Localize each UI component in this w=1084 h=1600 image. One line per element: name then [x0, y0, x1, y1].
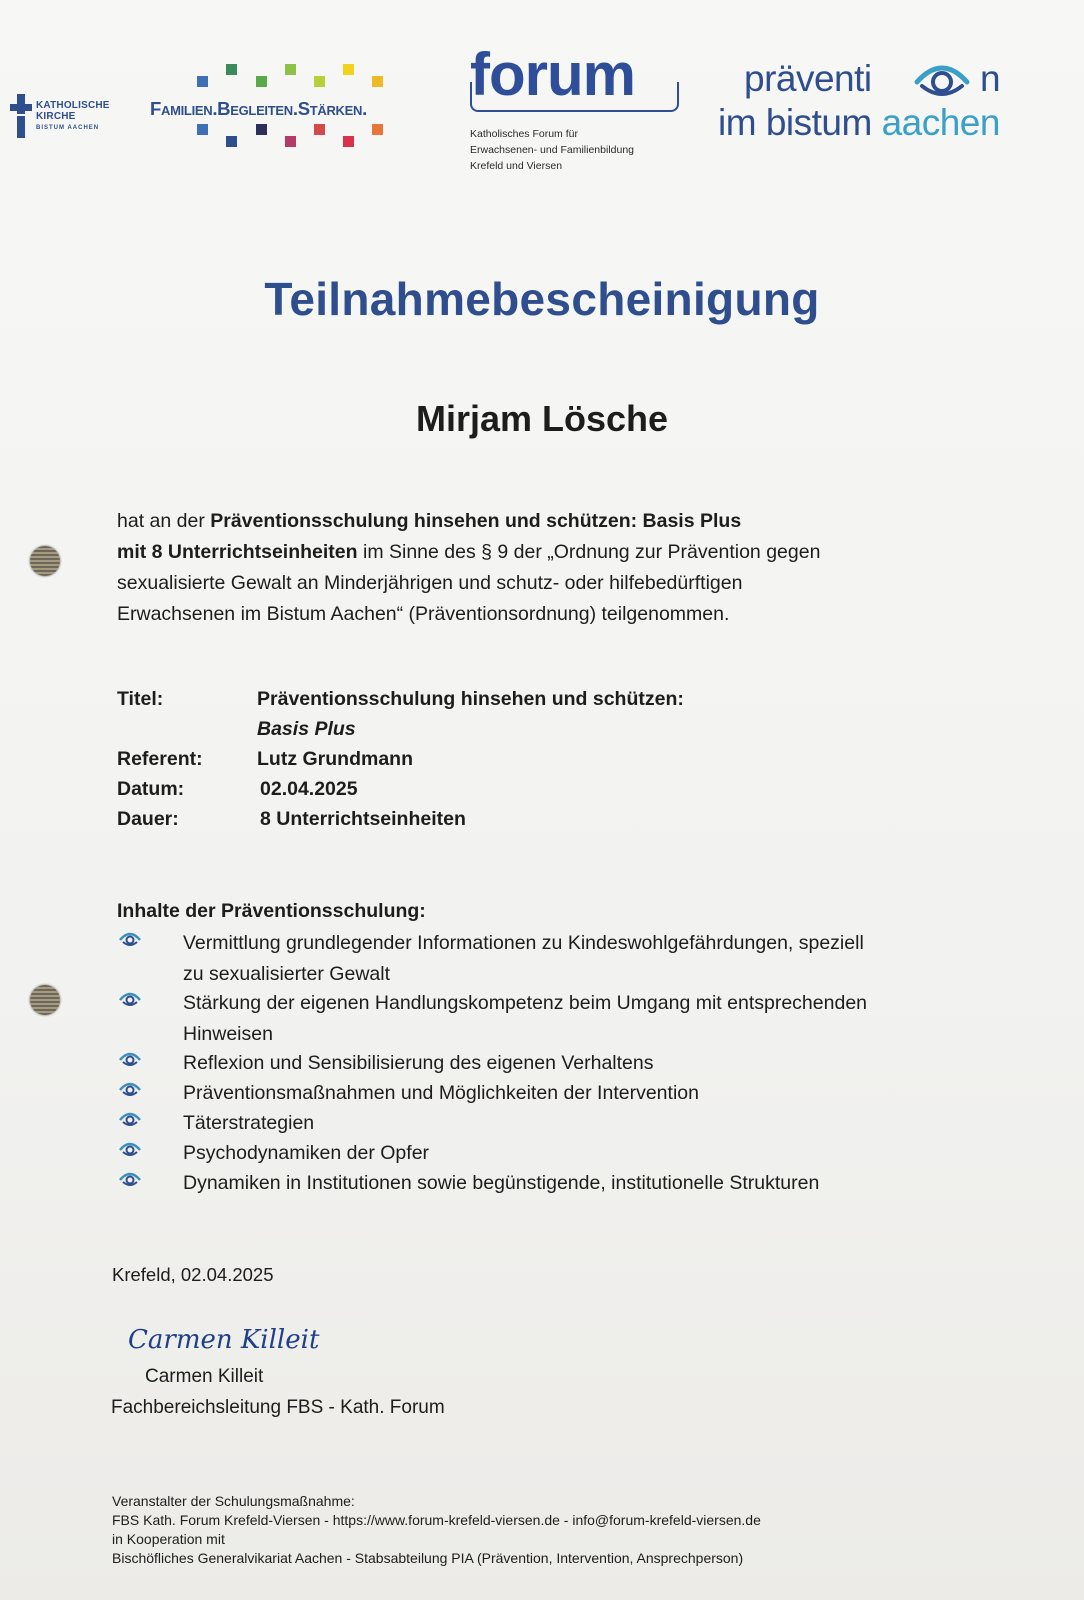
footer: [112, 1492, 1012, 1568]
eye-bullet-icon: [119, 1110, 141, 1128]
eye-bullet-icon: [119, 930, 141, 948]
list-item-text: [183, 988, 973, 1050]
signature-text: Carmen Killeit: [128, 1325, 320, 1355]
eye-bullet-icon: [119, 1140, 141, 1158]
list-item-line: zu sexualisierter Gewalt: [183, 963, 390, 985]
place-date: Krefeld, 02.04.2025: [112, 1264, 274, 1285]
punch-hole: [30, 546, 60, 576]
praevention-line-2-a: im bistum: [718, 102, 882, 143]
datum-label: Datum:: [117, 778, 185, 800]
cross-icon: [10, 94, 32, 138]
titel-label: Titel:: [117, 688, 164, 710]
handwritten-signature: [128, 1316, 328, 1360]
logo-square: [226, 136, 237, 147]
intro-course-name: Präventionsschulung hinsehen und schützen: Basis Plus: [210, 510, 742, 532]
logo-square: [285, 136, 296, 147]
intro-text: hat an der: [117, 510, 211, 532]
katholische-kirche-logo: [10, 92, 120, 138]
intro-line-4: Erwachsenen im Bistum Aachen“ (Präventionsordnung) teilgenommen.: [117, 603, 730, 625]
list-item-text: Reflexion und Sensibilisierung des eigenen Verhaltens: [183, 1052, 654, 1074]
forum-logo: [470, 41, 680, 176]
footer-line-3: in Kooperation mit: [112, 1531, 225, 1547]
forum-sub-line-1: Katholisches Forum für: [470, 128, 578, 140]
participant-name: Mirjam Lösche: [415, 398, 669, 439]
list-item-text: Präventionsmaßnahmen und Möglichkeiten der Intervention: [183, 1082, 699, 1104]
document-title: Teilnahmebescheinigung: [264, 273, 820, 325]
eye-icon: [914, 58, 970, 102]
list-item-text: Psychodynamiken der Opfer: [183, 1142, 430, 1164]
logo-square: [372, 124, 383, 135]
signer-role: Fachbereichsleitung FBS - Kath. Forum: [111, 1397, 445, 1418]
logo-square: [314, 124, 325, 135]
familien-logo-text: Familien.Begleiten.Stärken.: [150, 98, 367, 119]
referent-label: Referent:: [117, 748, 203, 770]
praevention-line-2-b: aachen: [881, 102, 1000, 143]
eye-bullet-icon: [119, 1080, 141, 1098]
intro-line-3: sexualisierte Gewalt an Minderjährigen und schutz- oder hilfebedürftigen: [117, 572, 743, 594]
list-item-text: Täterstrategien: [183, 1112, 315, 1134]
familien-begleiten-staerken-logo: [150, 58, 440, 158]
logo-square: [197, 124, 208, 135]
logo-square: [256, 76, 267, 87]
logo-square: [343, 64, 354, 75]
forum-logo-subtitle: [470, 126, 634, 174]
footer-line-4: Bischöfliches Generalvikariat Aachen - Stabsabteilung PIA (Prävention, Intervention, Ansprechperson): [112, 1550, 744, 1566]
list-item-text: [183, 928, 973, 990]
dauer-value: 8 Unterrichtseinheiten: [260, 808, 466, 830]
signer-name: Carmen Killeit: [145, 1366, 264, 1387]
logo-square: [285, 64, 296, 75]
logo-square: [256, 124, 267, 135]
footer-line-1: Veranstalter der Schulungsmaßnahme:: [112, 1493, 355, 1509]
kk-line-1: KATHOLISCHE: [36, 100, 110, 111]
list-item-text: Dynamiken in Institutionen sowie begünstigende, institutionelle Strukturen: [183, 1172, 820, 1194]
list-item-line: Stärkung der eigenen Handlungskompetenz beim Umgang mit entsprechenden: [183, 992, 868, 1014]
dauer-label: Dauer:: [117, 808, 179, 830]
kk-line-3: BISTUM AACHEN: [36, 125, 100, 131]
forum-sub-line-3: Krefeld und Viersen: [470, 160, 563, 172]
eye-bullet-icon: [119, 1050, 141, 1068]
intro-units: mit 8 Unterrichtseinheiten: [117, 541, 358, 563]
titel-value-2: Basis Plus: [257, 718, 356, 740]
praevention-word-a: präventi: [744, 58, 872, 99]
titel-value: Präventionsschulung hinsehen und schützen:: [257, 688, 684, 710]
datum-value: 02.04.2025: [260, 778, 358, 800]
intro-text: im Sinne des § 9 der „Ordnung zur Prävention gegen: [357, 541, 821, 563]
eye-bullet-icon: [119, 990, 141, 1008]
logo-square: [226, 64, 237, 75]
intro-line-2: [117, 537, 947, 568]
logo-square: [372, 76, 383, 87]
contents-title: Inhalte der Präventionsschulung:: [117, 900, 426, 922]
punch-hole: [30, 985, 60, 1015]
forum-logo-word: forum: [470, 41, 635, 108]
kk-line-2: KIRCHE: [36, 111, 76, 122]
referent-value: Lutz Grundmann: [257, 748, 413, 770]
intro-line-1: [117, 506, 947, 537]
forum-sub-line-2: Erwachsenen- und Familienbildung: [470, 144, 635, 156]
logo-square: [197, 76, 208, 87]
praevention-logo: [718, 52, 1038, 152]
praevention-word-b: n: [980, 58, 1001, 99]
logo-square: [343, 136, 354, 147]
praevention-line-2: [718, 102, 1000, 144]
intro-paragraph: [117, 506, 947, 630]
list-item-line: Hinweisen: [183, 1023, 273, 1045]
logo-square: [314, 76, 325, 87]
list-item-line: Vermittlung grundlegender Informationen zu Kindeswohlgefährdungen, speziell: [183, 932, 864, 954]
footer-line-2: FBS Kath. Forum Krefeld-Viersen - https://www.forum-krefeld-viersen.de - info@forum-krefeld-viersen.de: [112, 1512, 761, 1528]
eye-bullet-icon: [119, 1170, 141, 1188]
